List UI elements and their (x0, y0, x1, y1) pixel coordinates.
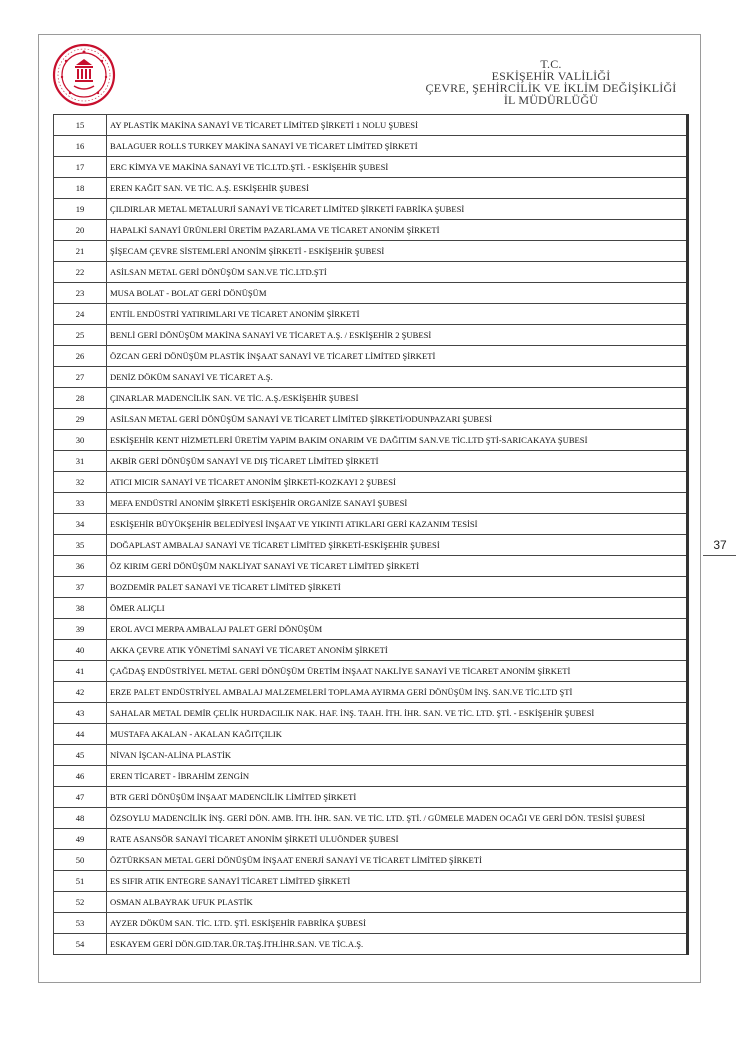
table-row (54, 556, 688, 577)
row-number: 43 (54, 703, 107, 724)
table-row (54, 724, 688, 745)
row-number: 45 (54, 745, 107, 766)
facility-name: BOZDEMİR PALET SANAYİ VE TİCARET LİMİTED ŞİRKETİ (107, 577, 688, 598)
table-row (54, 640, 688, 661)
row-number: 26 (54, 346, 107, 367)
facility-name: OSMAN ALBAYRAK UFUK PLASTİK (107, 892, 688, 913)
table-row (54, 451, 688, 472)
facility-name: ES SIFIR ATIK ENTEGRE SANAYİ TİCARET LİMİTED ŞİRKETİ (107, 871, 688, 892)
table-row (54, 325, 688, 346)
row-number: 39 (54, 619, 107, 640)
table-row (54, 115, 688, 136)
page-number: 37 (713, 538, 727, 552)
row-number: 42 (54, 682, 107, 703)
row-number: 49 (54, 829, 107, 850)
table-row (54, 682, 688, 703)
table-row (54, 766, 688, 787)
table-row (54, 388, 688, 409)
table-row (54, 661, 688, 682)
institution-header (420, 58, 682, 106)
facility-name: ÇILDIRLAR METAL METALURJİ SANAYİ VE TİCARET LİMİTED ŞİRKETİ FABRİKA ŞUBESİ (107, 199, 688, 220)
facility-name: MEFA ENDÜSTRİ ANONİM ŞİRKETİ ESKİŞEHİR ORGANİZE SANAYİ ŞUBESİ (107, 493, 688, 514)
facility-name: ESKAYEM GERİ DÖN.GID.TAR.ÜR.TAŞ.İTH.İHR.SAN. VE TİC.A.Ş. (107, 934, 688, 955)
row-number: 46 (54, 766, 107, 787)
row-number: 31 (54, 451, 107, 472)
header-line-4: İL MÜDÜRLÜĞÜ (503, 93, 599, 107)
row-number: 35 (54, 535, 107, 556)
table-row (54, 199, 688, 220)
table-row (54, 703, 688, 724)
table-row (54, 367, 688, 388)
row-number: 50 (54, 850, 107, 871)
row-number: 38 (54, 598, 107, 619)
row-number: 34 (54, 514, 107, 535)
row-number: 15 (54, 115, 107, 136)
facility-name: MUSA BOLAT - BOLAT GERİ DÖNÜŞÜM (107, 283, 688, 304)
facility-name: ESKİŞEHİR KENT HİZMETLERİ ÜRETİM YAPIM BAKIM ONARIM VE DAĞITIM SAN.VE TİC.LTD ŞTİ-SARICAKAYA ŞUBESİ (107, 430, 688, 451)
table-row (54, 787, 688, 808)
row-number: 30 (54, 430, 107, 451)
table-row (54, 745, 688, 766)
table-row (54, 262, 688, 283)
table-row (54, 913, 688, 934)
table-row (54, 157, 688, 178)
facility-name: ERZE PALET ENDÜSTRİYEL AMBALAJ MALZEMELERİ TOPLAMA AYIRMA GERİ DÖNÜŞÜM İNŞ. SAN.VE TİC.LTD ŞTİ (107, 682, 688, 703)
row-number: 37 (54, 577, 107, 598)
table-row (54, 535, 688, 556)
facility-name: AKBİR GERİ DÖNÜŞÜM SANAYİ VE DIŞ TİCARET LİMİTED ŞİRKETİ (107, 451, 688, 472)
table-row (54, 241, 688, 262)
facility-name: ESKİŞEHİR BÜYÜKŞEHİR BELEDİYESİ İNŞAAT VE YIKINTI ATIKLARI GERİ KAZANIM TESİSİ (107, 514, 688, 535)
row-number: 29 (54, 409, 107, 430)
facility-name: ŞİŞECAM ÇEVRE SİSTEMLERİ ANONİM ŞİRKETİ - ESKİŞEHİR ŞUBESİ (107, 241, 688, 262)
facility-name: ÖZTÜRKSAN METAL GERİ DÖNÜŞÜM İNŞAAT ENERJİ SANAYİ VE TİCARET LİMİTED ŞİRKETİ (107, 850, 688, 871)
row-number: 53 (54, 913, 107, 934)
table-row (54, 619, 688, 640)
facility-name: ÖMER ALIÇLI (107, 598, 688, 619)
facility-name: BALAGUER ROLLS TURKEY MAKİNA SANAYİ VE TİCARET LİMİTED ŞİRKETİ (107, 136, 688, 157)
facility-name: ÖZSOYLU MADENCİLİK İNŞ. GERİ DÖN. AMB. İTH. İHR. SAN. VE TİC. LTD. ŞTİ. / GÜMELE MADEN OCAĞI VE GERİ DÖN. TESİSİ ŞUBESİ (107, 808, 688, 829)
facility-name: DENİZ DÖKÜM SANAYİ VE TİCARET A.Ş. (107, 367, 688, 388)
table-row (54, 850, 688, 871)
facility-name: BTR GERİ DÖNÜŞÜM İNŞAAT MADENCİLİK LİMİTED ŞİRKETİ (107, 787, 688, 808)
table-row (54, 304, 688, 325)
row-number: 40 (54, 640, 107, 661)
table-row (54, 430, 688, 451)
row-number: 23 (54, 283, 107, 304)
row-number: 41 (54, 661, 107, 682)
facility-name: AYZER DÖKÜM SAN. TİC. LTD. ŞTİ. ESKİŞEHİR FABRİKA ŞUBESİ (107, 913, 688, 934)
table-row (54, 871, 688, 892)
header-line-3: ÇEVRE, ŞEHİRCİLİK VE İKLİM DEĞİŞİKLİĞİ (425, 81, 677, 95)
facility-table (53, 114, 689, 955)
header-line-1: T.C. (540, 57, 562, 71)
row-number: 44 (54, 724, 107, 745)
facility-name: EREN TİCARET - İBRAHİM ZENGİN (107, 766, 688, 787)
table-row (54, 934, 688, 955)
table-row (54, 346, 688, 367)
row-number: 32 (54, 472, 107, 493)
table-row (54, 829, 688, 850)
row-number: 47 (54, 787, 107, 808)
facility-name: ENTİL ENDÜSTRİ YATIRIMLARI VE TİCARET ANONİM ŞİRKETİ (107, 304, 688, 325)
facility-name: ÇAĞDAŞ ENDÜSTRİYEL METAL GERİ DÖNÜŞÜM ÜRETİM İNŞAAT NAKLİYE SANAYİ VE TİCARET ANONİM ŞİRKETİ (107, 661, 688, 682)
row-number: 16 (54, 136, 107, 157)
facility-name: ÖZ KIRIM GERİ DÖNÜŞÜM NAKLİYAT SANAYİ VE TİCARET LİMİTED ŞİRKETİ (107, 556, 688, 577)
facility-name: RATE ASANSÖR SANAYİ TİCARET ANONİM ŞİRKETİ ULUÖNDER ŞUBESİ (107, 829, 688, 850)
facility-name: AY PLASTİK MAKİNA SANAYİ VE TİCARET LİMİTED ŞİRKETİ 1 NOLU ŞUBESİ (107, 115, 688, 136)
facility-name: DOĞAPLAST AMBALAJ SANAYİ VE TİCARET LİMİTED ŞİRKETİ-ESKİŞEHİR ŞUBESİ (107, 535, 688, 556)
row-number: 48 (54, 808, 107, 829)
page-number-rule (703, 555, 736, 556)
facility-table-body (54, 115, 688, 955)
row-number: 21 (54, 241, 107, 262)
facility-name: HAPALKİ SANAYİ ÜRÜNLERİ ÜRETİM PAZARLAMA VE TİCARET ANONİM ŞİRKETİ (107, 220, 688, 241)
table-row (54, 892, 688, 913)
row-number: 33 (54, 493, 107, 514)
facility-name: ATICI MICIR SANAYİ VE TİCARET ANONİM ŞİRKETİ-KOZKAYI 2 ŞUBESİ (107, 472, 688, 493)
facility-name: MUSTAFA AKALAN - AKALAN KAĞITÇILIK (107, 724, 688, 745)
table-row (54, 808, 688, 829)
row-number: 27 (54, 367, 107, 388)
row-number: 51 (54, 871, 107, 892)
header-line-2: ESKİŞEHİR VALİLİĞİ (491, 69, 611, 83)
row-number: 20 (54, 220, 107, 241)
row-number: 28 (54, 388, 107, 409)
facility-name: ASİLSAN METAL GERİ DÖNÜŞÜM SAN.VE TİC.LTD.ŞTİ (107, 262, 688, 283)
table-row (54, 409, 688, 430)
facility-name: ERC KİMYA VE MAKİNA SANAYİ VE TİC.LTD.ŞTİ. - ESKİŞEHİR ŞUBESİ (107, 157, 688, 178)
facility-name: ÖZCAN GERİ DÖNÜŞÜM PLASTİK İNŞAAT SANAYİ VE TİCARET LİMİTED ŞİRKETİ (107, 346, 688, 367)
row-number: 22 (54, 262, 107, 283)
row-number: 54 (54, 934, 107, 955)
facility-name: AKKA ÇEVRE ATIK YÖNETİMİ SANAYİ VE TİCARET ANONİM ŞİRKETİ (107, 640, 688, 661)
facility-name: ÇINARLAR MADENCİLİK SAN. VE TİC. A.Ş./ESKİŞEHİR ŞUBESİ (107, 388, 688, 409)
table-row (54, 136, 688, 157)
ministry-seal-icon (52, 43, 116, 107)
table-row (54, 514, 688, 535)
facility-name: NİVAN İŞCAN-ALİNA PLASTİK (107, 745, 688, 766)
table-row (54, 283, 688, 304)
table-row (54, 577, 688, 598)
row-number: 24 (54, 304, 107, 325)
facility-name: BENLİ GERİ DÖNÜŞÜM MAKİNA SANAYİ VE TİCARET A.Ş. / ESKİŞEHİR 2 ŞUBESİ (107, 325, 688, 346)
facility-name: SAHALAR METAL DEMİR ÇELİK HURDACILIK NAK. HAF. İNŞ. TAAH. İTH. İHR. SAN. VE TİC. LTD. ŞTİ. - ESKİŞEHİR ŞUBESİ (107, 703, 688, 724)
facility-name: EREN KAĞIT SAN. VE TİC. A.Ş. ESKİŞEHİR ŞUBESİ (107, 178, 688, 199)
table-row (54, 493, 688, 514)
row-number: 17 (54, 157, 107, 178)
table-row (54, 598, 688, 619)
row-number: 52 (54, 892, 107, 913)
row-number: 19 (54, 199, 107, 220)
table-row (54, 178, 688, 199)
row-number: 25 (54, 325, 107, 346)
table-row (54, 472, 688, 493)
facility-name: ASİLSAN METAL GERİ DÖNÜŞÜM SANAYİ VE TİCARET LİMİTED ŞİRKETİ/ODUNPAZARI ŞUBESİ (107, 409, 688, 430)
row-number: 36 (54, 556, 107, 577)
facility-name: EROL AVCI MERPA AMBALAJ PALET GERİ DÖNÜŞÜM (107, 619, 688, 640)
row-number: 18 (54, 178, 107, 199)
table-row (54, 220, 688, 241)
